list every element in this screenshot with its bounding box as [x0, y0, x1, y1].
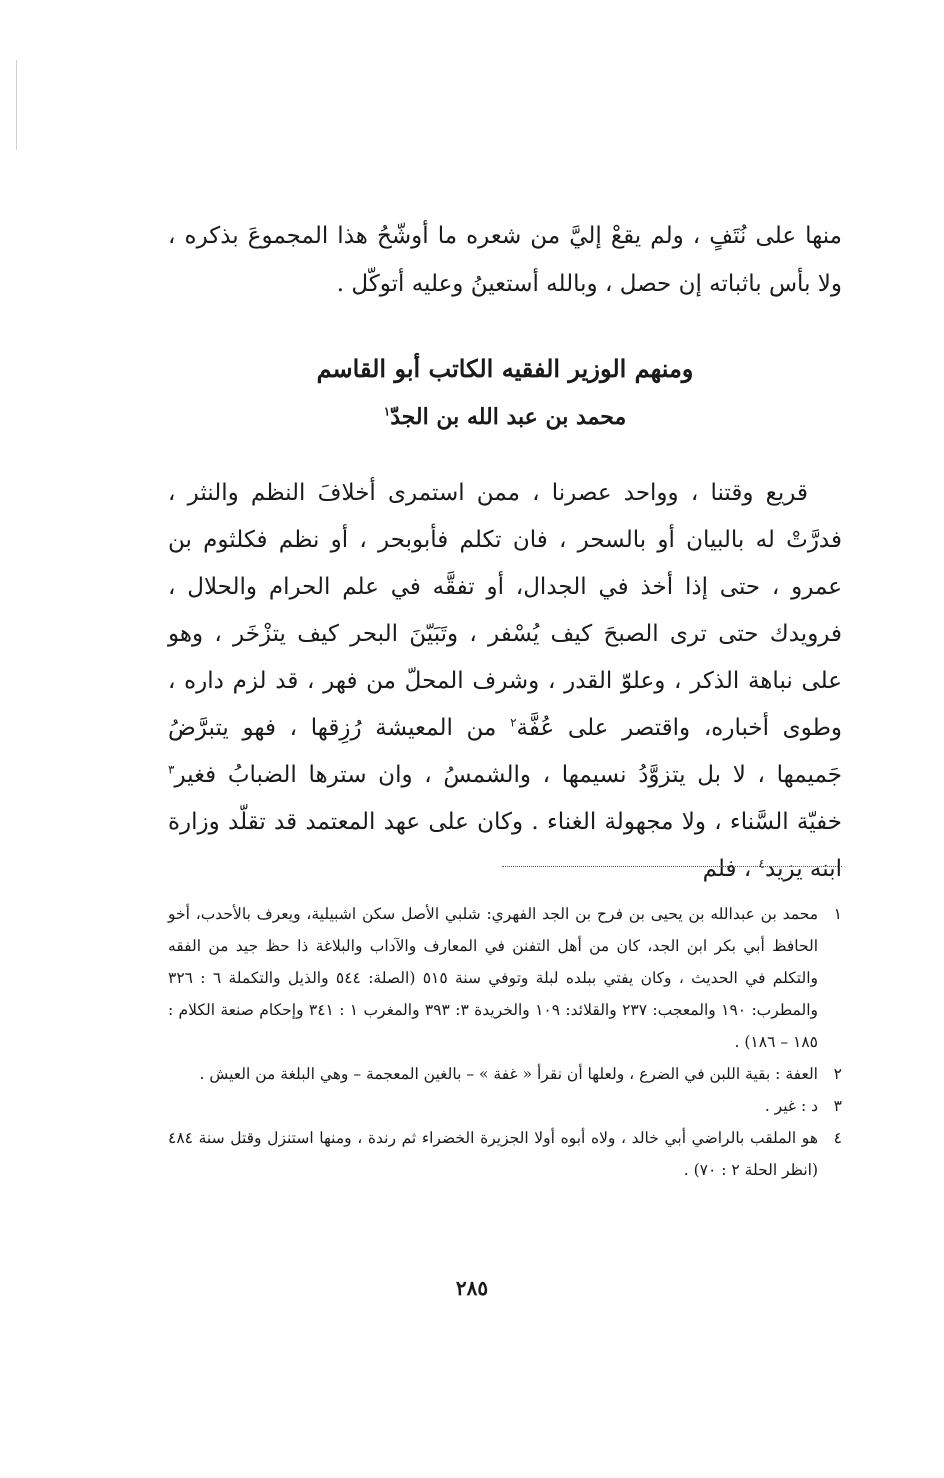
- heading-line-2: [168, 395, 842, 439]
- footnote: [168, 898, 842, 1058]
- footnote: [168, 1090, 842, 1122]
- body-text-part-2: من المعيشة رُزِقها ، فهو يتبرَّضُ جَميمها ، لا بل يتزوَّدُ نسيمها ، والشمسُ ، وان سترها الضبابُ فغير: [168, 715, 842, 788]
- page-number: ٢٨٥: [455, 1276, 489, 1300]
- footnote-number: ٢: [833, 1065, 842, 1083]
- footnote-number: ١: [833, 905, 842, 923]
- footnote-number: ٤: [833, 1129, 842, 1147]
- heading-name: محمد بن عبد الله بن الجدّ: [390, 404, 627, 430]
- footnote-text: العفة : بقية اللبن في الضرع ، ولعلها أن نقرأ « غفة » – بالغين المعجمة – وهي البلغة من العيش .: [199, 1065, 818, 1083]
- intro-text: منها على نُتَفٍ ، ولم يقعْ إليَّ من شعره ما أوشّحُ هذا المجموعَ بذكره ، ولا بأس باثباته إن حصل ، وبالله أستعينُ وعليه أتوكّل .: [168, 223, 842, 297]
- footnotes: [168, 898, 842, 1186]
- footnote: [168, 1122, 842, 1186]
- footnote-text: د : غير .: [764, 1097, 818, 1115]
- scan-margin-mark: [16, 60, 17, 150]
- footnote-text: محمد بن عبدالله بن يحيى بن فرح بن الجد الفهري: شلبي الأصل سكن اشبيلية، ويعرف بالأحدب، أخو الحافظ أبي بكر ابن الجد، كان من أهل التفنن في المعارف والآداب والبلاغة ذا حظ جيد من الفقه والتكلم في الحديث ، وكان يفتي ببلده لبلة وتوفي سنة ٥١٥ (الصلة: ٥٤٤ والذيل والتكملة ٦ : ٣٢٦ والمطرب: ١٩٠ والمعجب: ٢٣٧ والقلائد: ١٠٩ والخريدة ٣: ٣٩٣ والمغرب ١ : ٣٤١ وإحكام صنعة الكلام : ١٨٥ – ١٨٦) .: [168, 905, 819, 1051]
- footnote-marker-3: ٣: [168, 762, 175, 777]
- footnote-marker-2: ٢: [510, 715, 517, 730]
- section-heading: [168, 343, 842, 439]
- footnote-number: ٣: [833, 1097, 842, 1115]
- intro-paragraph: [168, 212, 842, 308]
- footnote-marker-1: ١: [383, 404, 391, 419]
- footnote-marker-4: ٤: [758, 856, 766, 871]
- body-paragraph: [168, 470, 842, 893]
- body-text-part-1: قريع وقتنا ، وواحد عصرنا ، ممن استمرى أخلافَ النظم والنثر ، فدرَّتْ له بالبيان أو بالسحر ، فان تكلم فأبوبحر ، أو نظم فكلثوم بن عمرو ، حتى إذا أخذ في الجدال، أو تفقَّه في علم الحرام والحلال ، فرويدك حتى ترى الصبحَ كيف يُسْفر ، وتَبَيّنَ البحر كيف يتزْخَر ، وهو على نباهة الذكر ، وعلوّ القدر ، وشرف المحلّ من فهر ، قد لزم داره ، وطوى أخباره، واقتصر على عُفَّة: [168, 480, 842, 741]
- body-text: [168, 470, 842, 893]
- body-text-part-4: ، فلم: [702, 856, 759, 882]
- body-text-part-3: خفيّة السَّناء ، ولا مجهولة الغناء . وكان على عهد المعتمد قد تقلّد وزارة ابنه يزيد: [168, 809, 842, 882]
- footnote: [168, 1058, 842, 1090]
- footnote-text: هو الملقب بالراضي أبي خالد ، ولاه أبوه أولا الجزيرة الخضراء ثم رندة ، ومنها استنزل وقتل سنة ٤٨٤ (انظر الحلة ٢ : ٧٠) .: [168, 1129, 818, 1179]
- heading-line-1: ومنهم الوزير الفقيه الكاتب أبو القاسم: [316, 354, 694, 383]
- footnote-separator: [502, 866, 842, 867]
